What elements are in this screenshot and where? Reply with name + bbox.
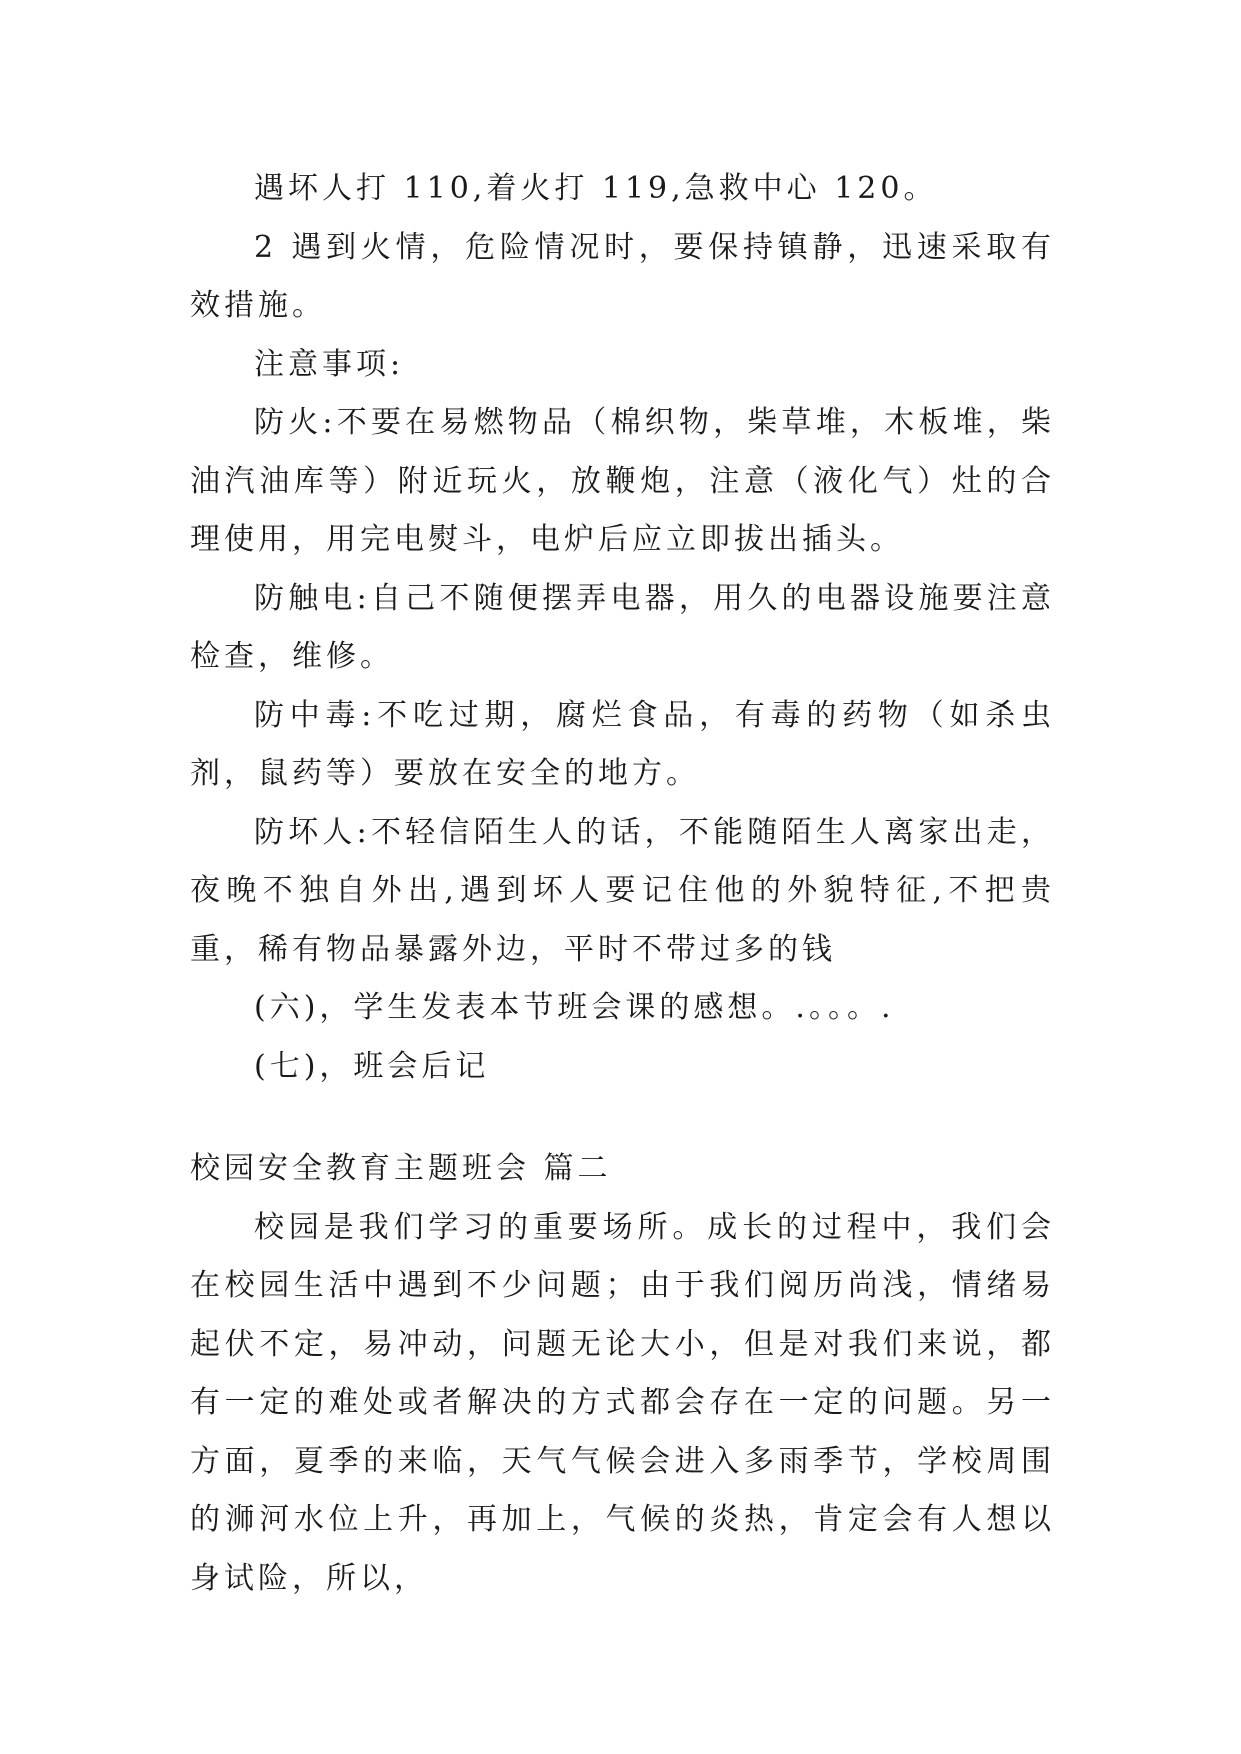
paragraph-campus-intro: 校园是我们学习的重要场所。成长的过程中，我们会在校园生活中遇到不少问题；由于我们阅历尚浅，情绪易起伏不定，易冲动，问题无论大小，但是对我们来说，都有一定的难处或者解决的方式都会存在一定的问题。另一方面，夏季的来临，天气气候会进入多雨季节，学校周围的浉河水位上升，再加上，气候的炎热，肯定会有人想以身试险，所以， [190,1209,1055,1596]
paragraph-poisoning: 防中毒:不吃过期，腐烂食品，有毒的药物（如杀虫剂，鼠药等）要放在安全的地方。 [190,697,1055,791]
paragraph-fire-prevention: 防火:不要在易燃物品（棉织物，柴草堆，木板堆，柴油汽油库等）附近玩火，放鞭炮，注意（液化气）灶的合理使用，用完电熨斗，电炉后应立即拔出插头。 [190,405,1055,557]
paragraph-strangers: 防坏人:不轻信陌生人的话，不能随陌生人离家出走，夜晚不独自外出,遇到坏人要记住他的外貌特征,不把贵重，稀有物品暴露外边，平时不带过多的钱 [190,814,1055,967]
paragraph-electric-shock: 防触电:自己不随便摆弄电器，用久的电器设施要注意检查，维修。 [190,580,1055,674]
paragraph-emergency-numbers: 遇坏人打 110,着火打 119,急救中心 120。 [254,171,938,206]
document-page [190,160,1055,1608]
paragraph-student-thoughts: (六)，学生发表本节班会课的感想。.。。。. [254,990,895,1025]
paragraph-fire-danger: 2 遇到火情，危险情况时，要保持镇静，迅速采取有效措施。 [190,229,1055,323]
section-spacer [190,1096,1055,1140]
section-heading: 校园安全教育主题班会 篇二 [190,1151,612,1186]
paragraph-notes-title: 注意事项: [254,346,405,382]
paragraph-afterword: (七)，班会后记 [254,1048,490,1084]
